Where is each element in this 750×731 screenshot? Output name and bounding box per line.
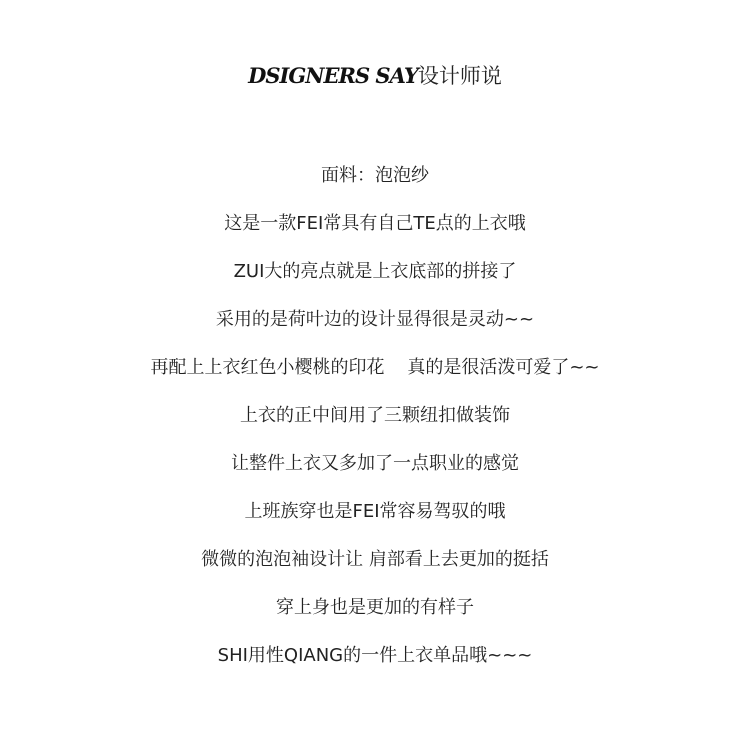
text-line: 让整件上衣又多加了一点职业的感觉 [231,453,519,474]
text-line: 采用的是荷叶边的设计显得很是灵动~~ [215,309,535,330]
text-line: 这是一款FEI常具有自己TE点的上衣哦 [224,213,526,234]
text-line: 上班族穿也是FEI常容易驾驭的哦 [244,501,506,522]
text-line: 微微的泡泡袖设计让 肩部看上去更加的挺括 [201,549,549,570]
text-line: 穿上身也是更加的有样子 [276,597,474,618]
brand-title-cn: 设计师说 [417,64,502,88]
text-line: ZUI大的亮点就是上衣底部的拼接了 [233,261,517,282]
brand-title-en: DSIGNERS SAY [248,63,418,88]
text-line: 再配上上衣红色小樱桃的印花 真的是很活泼可爱了~~ [150,357,600,378]
fabric-line: 面料：泡泡纱 [321,165,429,186]
text-line: SHI用性QIANG的一件上衣单品哦~~~ [217,645,533,666]
text-line: 上衣的正中间用了三颗纽扣做装饰 [240,405,510,426]
